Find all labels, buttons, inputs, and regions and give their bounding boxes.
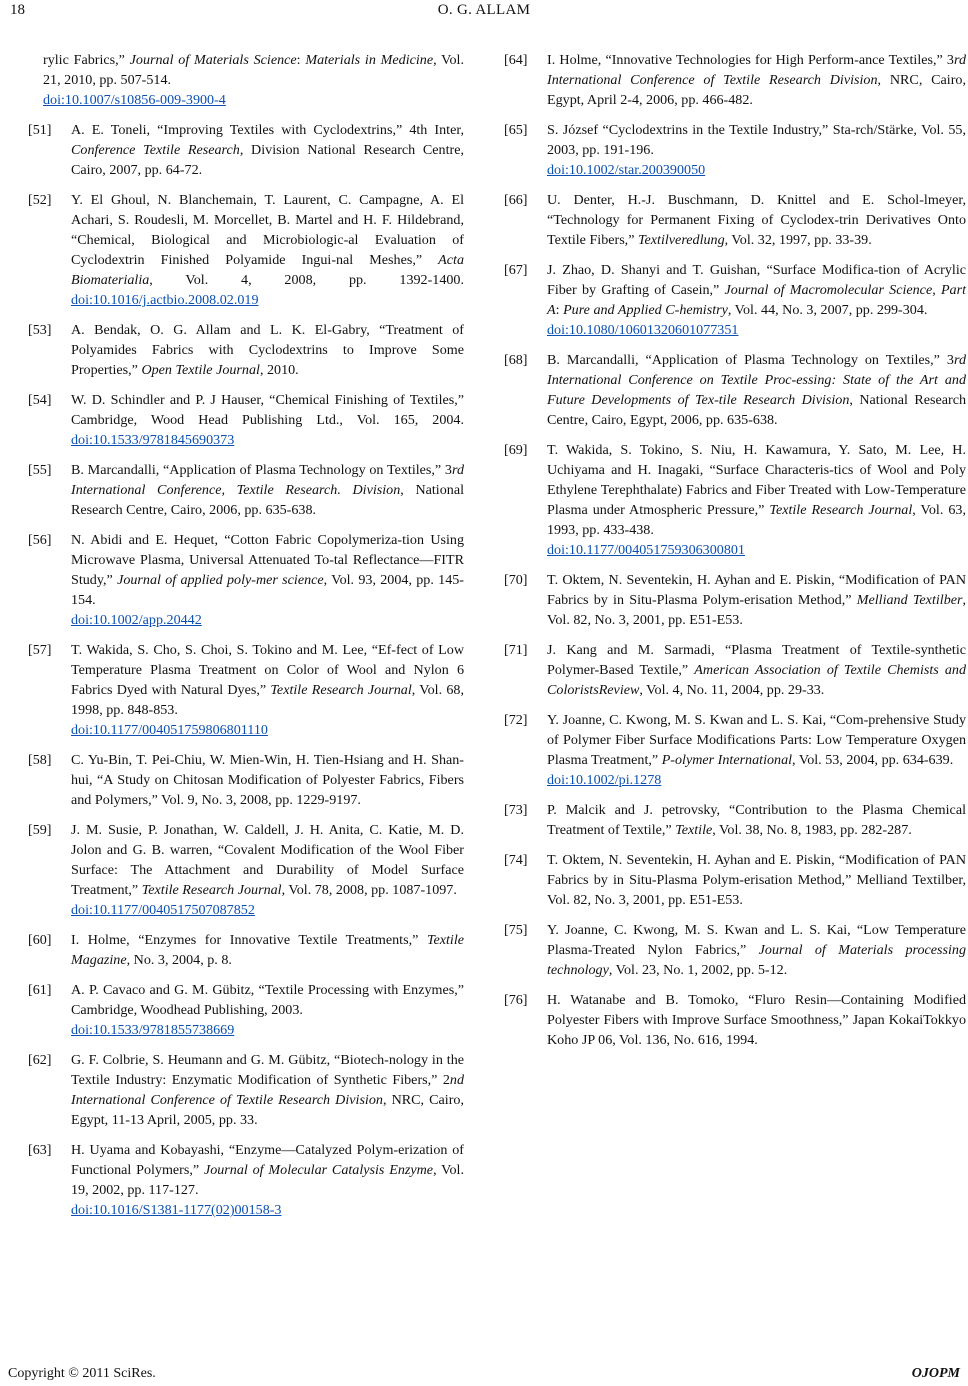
doi-link[interactable]: doi:10.1177/004051759806801110	[71, 722, 268, 738]
doi-link[interactable]: doi:10.1080/10601320601077351	[547, 322, 739, 338]
reference-label: [51]	[28, 122, 52, 138]
reference-label: [63]	[28, 1142, 52, 1158]
reference-label: [74]	[504, 852, 528, 868]
reference-label: [65]	[504, 122, 528, 138]
reference-58: [58] C. Yu-Bin, T. Pei-Chiu, W. Mien-Win, H. Tien-Hsiang and H. Shan-hui, “A Study on Chitosan Modification of Polyester Fabrics, Fibers and Polymers,” Vol. 9, No. 3, 2008, pp. 1229-9197.	[28, 752, 464, 808]
reference-label: [70]	[504, 572, 528, 588]
reference-63: [63] H. Uyama and Kobayashi, “Enzyme—Catalyzed Polym-erization of Functional Polymers,” Journal of Molecular Catalysis Enzyme, Vol. 19, 2002, pp. 117-127. doi:10.1016/S1381-1177(02)00158-3	[28, 1142, 465, 1218]
reference-71: [71] J. Kang and M. Sarmadi, “Plasma Treatment of Textile-synthetic Polymer-Based Textile,” American Association of Textile Chemists and ColoristsReview, Vol. 4, No. 11, 2004, pp. 29-33.	[504, 642, 966, 698]
reference-68: [68] B. Marcandalli, “Application of Plasma Technology on Textiles,” 3rd International Conference on Textile Proc-essing: State of the Art and Future Developments of Tex-tile Research Division, National Research Centre, Cairo, Egypt, 2006, pp. 635-638.	[504, 352, 966, 428]
copyright-notice: Copyright © 2011 SciRes.	[8, 1366, 156, 1381]
reference-label: [76]	[504, 992, 528, 1008]
reference-label: [73]	[504, 802, 528, 818]
doi-link[interactable]: doi:10.1002/app.20442	[71, 612, 202, 628]
doi-link[interactable]: doi:10.1177/0040517507087852	[71, 902, 255, 918]
reference-59: [59] J. M. Susie, P. Jonathan, W. Caldell, J. H. Anita, C. Katie, M. D. Jolon and G. B. warren, “Covalent Modification of the Wool Fiber Surface: The Attachment and Durability of Model Surface Treatment,” Textile Research Journal, Vol. 78, 2008, pp. 1087-1097. doi:10.1177/0040517507087852	[28, 822, 464, 918]
reference-label: [60]	[28, 932, 52, 948]
reference-label: [54]	[28, 392, 52, 408]
reference-62: [62] G. F. Colbrie, S. Heumann and G. M. Gübitz, “Biotech-nology in the Textile Industry: Enzymatic Modification of Synthetic Fibers,” 2nd International Conference of Textile Research Division, NRC, Cairo, Egypt, 11-13 April, 2005, pp. 33.	[28, 1052, 464, 1128]
reference-label: [69]	[504, 442, 528, 458]
reference-66: [66] U. Denter, H.-J. Buschmann, D. Knittel and E. Schol-lmeyer, “Technology for Permanent Fixing of Cyclodex-trin Derivatives Onto Textile Fibers,” Textilveredlung, Vol. 32, 1997, pp. 33-39.	[504, 192, 966, 248]
reference-label: [71]	[504, 642, 528, 658]
reference-76: [76] H. Watanabe and B. Tomoko, “Fluro Resin—Containing Modified Polyester Fibers with Improve Surface Smoothness,” Japan KokaiTokkyo Koho JP 06, Vol. 136, No. 616, 1994.	[504, 992, 966, 1048]
doi-link[interactable]: doi:10.1007/s10856-009-3900-4	[43, 92, 226, 108]
journal-abbreviation: OJOPM	[911, 1366, 960, 1381]
reference-55: [55] B. Marcandalli, “Application of Plasma Technology on Textiles,” 3rd International Conference, Textile Research. Division, National Research Centre, Cairo, 2006, pp. 635-638.	[28, 462, 464, 518]
reference-61: [61] A. P. Cavaco and G. M. Gübitz, “Textile Processing with Enzymes,” Cambridge, Woodhead Publishing, 2003. doi:10.1533/9781855738669	[28, 982, 464, 1038]
reference-52: [52] Y. El Ghoul, N. Blanchemain, T. Laurent, C. Campagne, A. El Achari, S. Roudesli, M. Morcellet, B. Martel and H. F. Hildebrand, “Chemical, Biological and Microbiologic-al Evaluation of Cyclodextrin Finished Polyamide Ingui-nal Meshes,” Acta Biomaterialia, Vol. 4, 2008, pp. 1392-1400. doi:10.1016/j.actbio.2008.02.019	[28, 192, 464, 308]
reference-70: [70] T. Oktem, N. Seventekin, H. Ayhan and E. Piskin, “Modification of PAN Fabrics by in Situ-Plasma Polym-erisation Method,” Melliand Textilber, Vol. 82, No. 3, 2001, pp. E51-E53.	[504, 572, 967, 628]
reference-54: [54] W. D. Schindler and P. J Hauser, “Chemical Finishing of Textiles,” Cambridge, Wood Head Publishing Ltd., Vol. 165, 2004. doi:10.1533/9781845690373	[28, 392, 464, 448]
reference-73: [73] P. Malcik and J. petrovsky, “Contribution to the Plasma Chemical Treatment of Textile,” Textile, Vol. 38, No. 8, 1983, pp. 282-287.	[504, 802, 966, 838]
reference-60: [60] I. Holme, “Enzymes for Innovative Textile Treatments,” Textile Magazine, No. 3, 2004, p. 8.	[28, 932, 464, 968]
reference-label: [66]	[504, 192, 528, 208]
reference-57: [57] T. Wakida, S. Cho, S. Choi, S. Tokino and M. Lee, “Ef-fect of Low Temperature Plasma Treatment on Color of Wool and Nylon 6 Fabrics Dyed with Natural Dyes,” Textile Research Journal, Vol. 68, 1998, pp. 848-853. doi:10.1177/004051759806801110	[28, 642, 464, 738]
reference-74: [74] T. Oktem, N. Seventekin, H. Ayhan and E. Piskin, “Modification of PAN Fabrics by in Situ-Plasma Polym-erisation Method,” Melliand Textilber, Vol. 82, No. 3, 2001, pp. E51-E53.	[504, 852, 966, 908]
reference-label: [52]	[28, 192, 52, 208]
left-column	[28, 50, 464, 1230]
reference-label: [72]	[504, 712, 528, 728]
reference-label: [64]	[504, 52, 528, 68]
reference-label: [59]	[28, 822, 52, 838]
doi-link[interactable]: doi:10.1016/j.actbio.2008.02.019	[71, 292, 259, 308]
reference-label: [61]	[28, 982, 52, 998]
reference-label: [67]	[504, 262, 528, 278]
reference-72: [72] Y. Joanne, C. Kwong, M. S. Kwan and L. S. Kai, “Com-prehensive Study of Polymer Fiber Surface Modifications Parts: Low Temperature Oxygen Plasma Treatment,” P-olymer International, Vol. 53, 2004, pp. 634-639. doi:10.1002/pi.1278	[504, 712, 966, 788]
page-header	[0, 0, 968, 22]
reference-label: [58]	[28, 752, 52, 768]
reference-69: [69] T. Wakida, S. Tokino, S. Niu, H. Kawamura, Y. Sato, M. Lee, H. Uchiyama and H. Inagaki, “Surface Characteris-tics of Wool and Poly Ethylene Terephthalate) Fabrics and Fiber Treated with Low-Temperature Plasma under Atmospheric Pressure,” Textile Research Journal, Vol. 63, 1993, pp. 433-438. doi:10.1177/004051759306300801	[504, 442, 967, 558]
reference-67: [67] J. Zhao, D. Shanyi and T. Guishan, “Surface Modifica-tion of Acrylic Fiber by Grafting of Casein,” Journal of Macromolecular Science, Part A: Pure and Applied C-hemistry, Vol. 44, No. 3, 2007, pp. 299-304. doi:10.1080/10601320601077351	[504, 262, 966, 338]
reference-label: [56]	[28, 532, 52, 548]
right-column	[504, 50, 966, 1060]
reference-label: [62]	[28, 1052, 52, 1068]
page-number: 18	[10, 2, 25, 18]
reference-56: [56] N. Abidi and E. Hequet, “Cotton Fabric Copolymeriza-tion Using Microwave Plasma, Universal Attenuated To-tal Reflectance—FITR Study,” Journal of applied poly-mer science, Vol. 93, 2004, pp. 145-154. doi:10.1002/app.20442	[28, 532, 464, 628]
reference-75: [75] Y. Joanne, C. Kwong, M. S. Kwan and L. S. Kai, “Low Temperature Plasma-Treated Nylon Fabrics,” Journal of Materials processing technology, Vol. 23, No. 1, 2002, pp. 5-12.	[504, 922, 966, 978]
reference-53: [53] A. Bendak, O. G. Allam and L. K. El-Gabry, “Treatment of Polyamides Fabrics with Cyclodextrins to Improve Some Properties,” Open Textile Journal, 2010.	[28, 322, 464, 378]
reference-65: [65] S. József “Cyclodextrins in the Textile Industry,” Sta-rch/Stärke, Vol. 55, 2003, pp. 191-196. doi:10.1002/star.200390050	[504, 122, 966, 178]
running-head: O. G. ALLAM	[437, 2, 531, 18]
reference-64: [64] I. Holme, “Innovative Technologies for High Perform-ance Textiles,” 3rd International Conference of Textile Research Division, NRC, Cairo, Egypt, April 2-4, 2006, pp. 466-482.	[504, 52, 966, 108]
reference-label: [57]	[28, 642, 52, 658]
doi-link[interactable]: doi:10.1016/S1381-1177(02)00158-3	[71, 1202, 282, 1218]
reference-label: [75]	[504, 922, 528, 938]
reference-label: [55]	[28, 462, 52, 478]
reference-50-continued: rylic Fabrics,” Journal of Materials Science: Materials in Medicine, Vol. 21, 2010, pp. 507-514. doi:10.1007/s10856-009-3900-4	[43, 52, 465, 108]
doi-link[interactable]: doi:10.1177/004051759306300801	[547, 542, 745, 558]
doi-link[interactable]: doi:10.1002/pi.1278	[547, 772, 662, 788]
reference-51: [51] A. E. Toneli, “Improving Textiles with Cyclodextrins,” 4th Inter, Conference Textile Research, Division National Research Centre, Cairo, 2007, pp. 64-72.	[28, 122, 464, 178]
reference-label: [53]	[28, 322, 52, 338]
doi-link[interactable]: doi:10.1533/9781845690373	[71, 432, 235, 448]
doi-link[interactable]: doi:10.1533/9781855738669	[71, 1022, 235, 1038]
reference-label: [68]	[504, 352, 528, 368]
doi-link[interactable]: doi:10.1002/star.200390050	[547, 162, 706, 178]
